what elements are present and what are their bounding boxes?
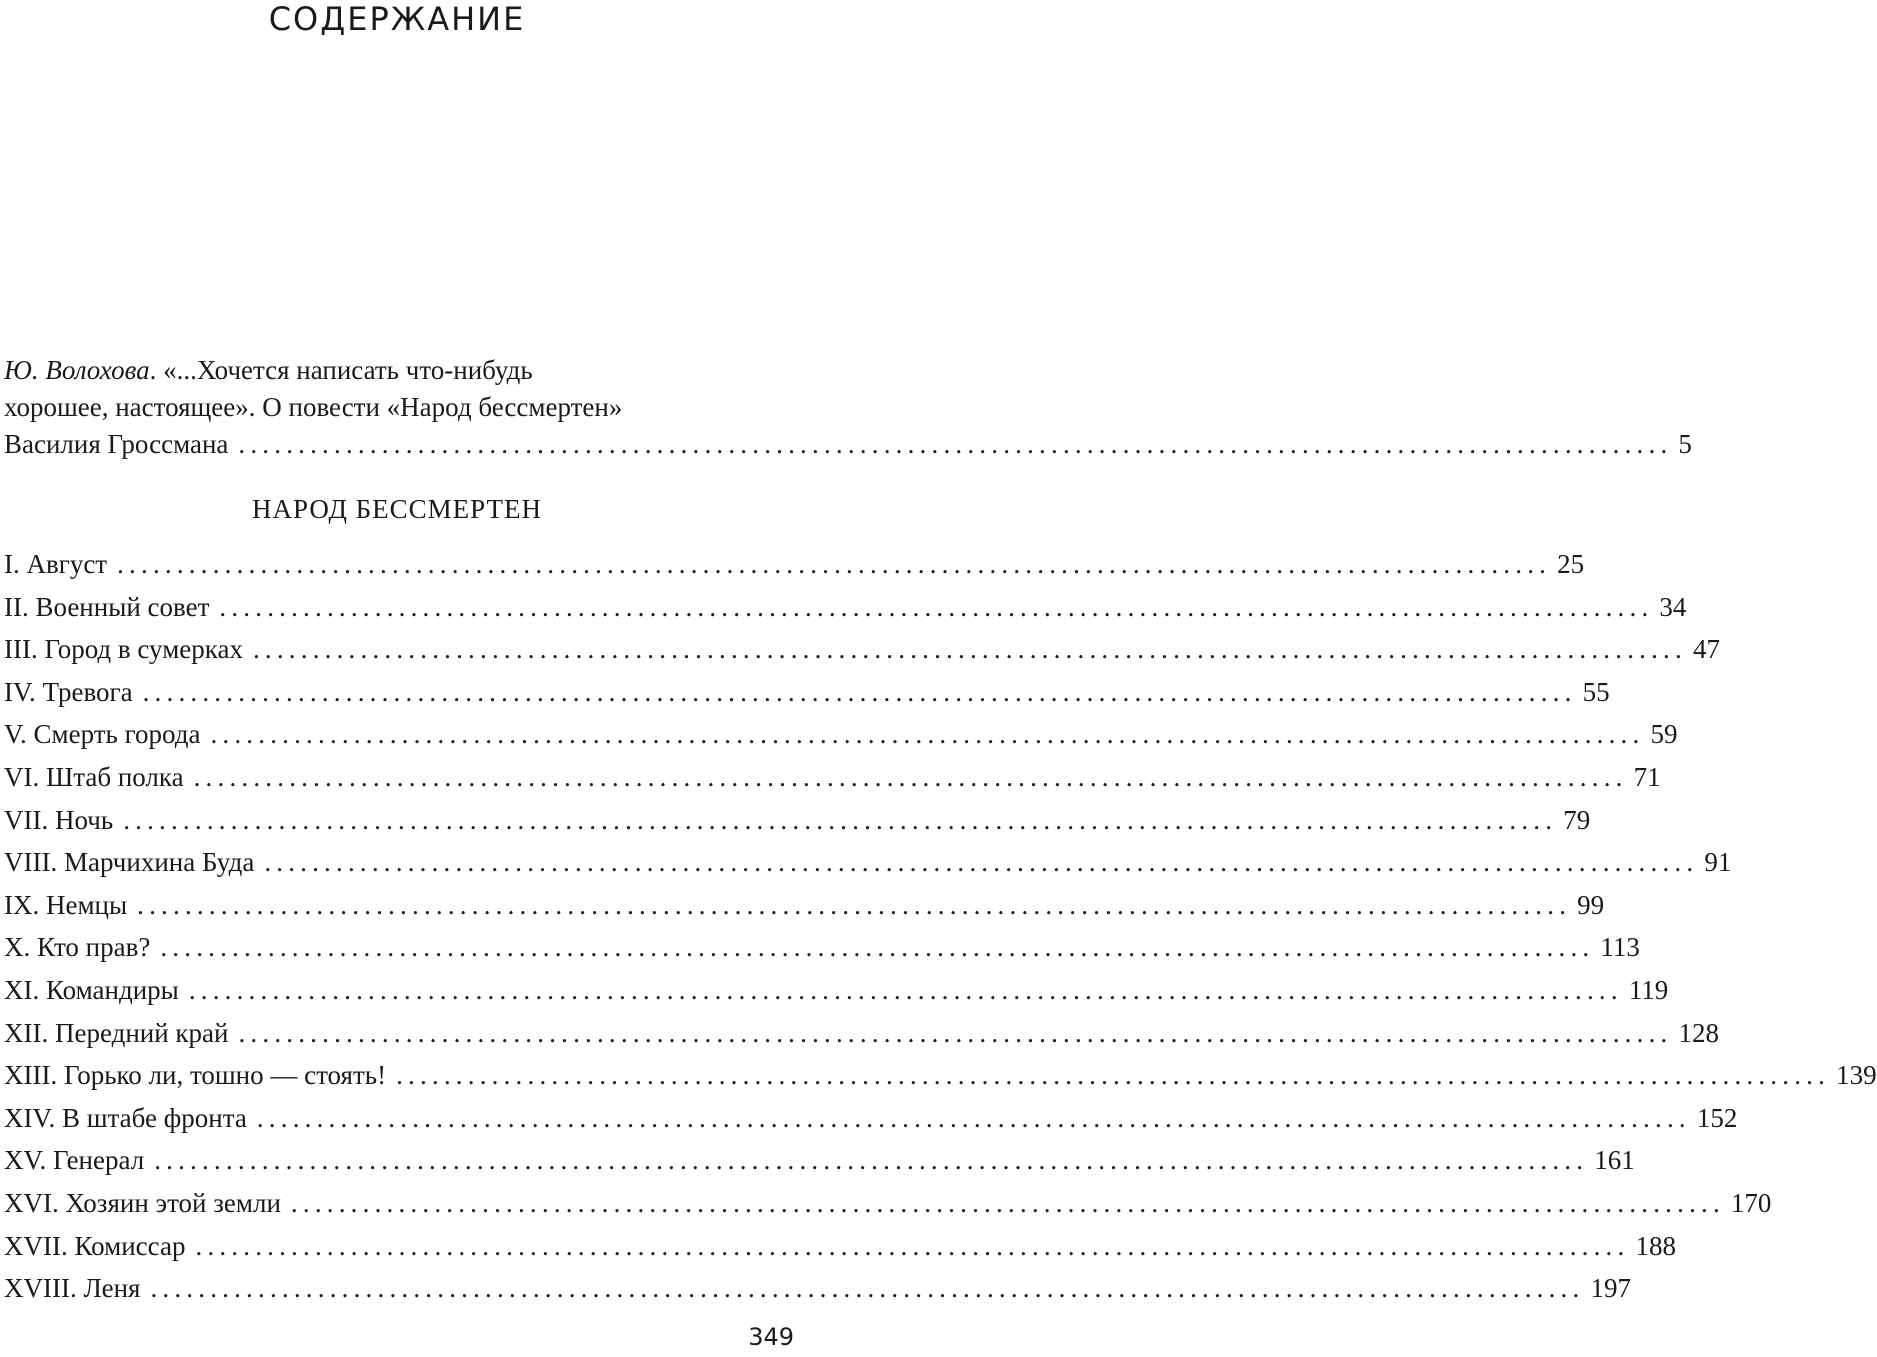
chapter-page-number: 55 (1582, 676, 1610, 707)
intro-page-number: 5 (1678, 429, 1692, 459)
section-title: НАРОД БЕССМЕРТЕН (251, 494, 542, 524)
intro-title-start: . «...Хочется написать что-нибудь (149, 355, 533, 385)
chapter-page-number: 47 (1692, 634, 1720, 665)
chapter-title: XIII. Горько ли, тошно — стоять! (4, 1060, 387, 1091)
toc-entry (4, 1139, 1635, 1182)
dot-leader: ........................................................................................................................ (238, 429, 1673, 459)
toc-entry (4, 1267, 1631, 1310)
intro-author: Ю. Волохова (4, 355, 150, 385)
toc-entry (4, 713, 1678, 756)
dot-leader: ........................................................................................................................ (137, 889, 1572, 920)
chapter-title: X. Кто прав? (4, 932, 151, 963)
chapter-page-number: 139 (1836, 1060, 1877, 1091)
toc-entry (4, 799, 1591, 842)
toc-entry (4, 756, 1661, 799)
chapter-page-number: 152 (1696, 1102, 1738, 1133)
chapter-page-number: 71 (1633, 761, 1661, 792)
chapter-list (4, 543, 1877, 1310)
toc-entry (4, 628, 1720, 671)
toc-entry (4, 969, 1669, 1012)
intro-entry (4, 352, 1692, 463)
dot-leader: ........................................................................................................................ (154, 1145, 1589, 1176)
dot-leader: ........................................................................................................................ (290, 1187, 1725, 1218)
chapter-page-number: 170 (1730, 1187, 1772, 1218)
intro-line-3 (4, 426, 1692, 463)
chapter-title: II. Военный совет (4, 591, 210, 622)
dot-leader: ........................................................................................................................ (396, 1060, 1831, 1091)
dot-leader: ........................................................................................................................ (264, 847, 1699, 878)
chapter-page-number: 161 (1594, 1145, 1635, 1176)
chapter-page-number: 188 (1635, 1230, 1676, 1261)
page-title: СОДЕРЖАНИЕ (268, 0, 526, 38)
dot-leader: ........................................................................................................................ (142, 676, 1577, 707)
toc-entry (4, 884, 1605, 927)
dot-leader: ........................................................................................................................ (256, 1102, 1691, 1133)
dot-leader: ........................................................................................................................ (117, 549, 1552, 579)
dot-leader: ........................................................................................................................ (123, 804, 1558, 835)
chapter-page-number: 59 (1650, 719, 1678, 750)
page-number: 349 (748, 1323, 794, 1351)
intro-title-end: Василия Гроссмана (4, 429, 229, 459)
chapter-title: XVII. Комиссар (4, 1230, 186, 1261)
chapter-page-number: 34 (1659, 591, 1687, 622)
toc-entry (4, 671, 1610, 714)
dot-leader: ........................................................................................................................ (150, 1273, 1585, 1304)
dot-leader: ........................................................................................................................ (193, 761, 1628, 792)
chapter-page-number: 99 (1577, 889, 1605, 920)
chapter-page-number: 79 (1563, 804, 1591, 835)
dot-leader: ........................................................................................................................ (160, 932, 1595, 963)
toc-entry (4, 586, 1687, 629)
chapter-title: VIII. Марчихина Буда (4, 847, 255, 878)
toc-entry (4, 841, 1732, 884)
chapter-title: I. Август (4, 549, 108, 579)
toc-entry (4, 1012, 1719, 1055)
dot-leader: ........................................................................................................................ (252, 634, 1687, 665)
chapter-title: III. Город в сумерках (4, 634, 243, 665)
intro-line-2: хорошее, настоящее». О повести «Народ бессмертен» (4, 392, 623, 422)
chapter-title: XV. Генерал (4, 1145, 145, 1176)
toc-entry (4, 1225, 1676, 1268)
dot-leader: ........................................................................................................................ (195, 1230, 1630, 1261)
dot-leader: ........................................................................................................................ (238, 1017, 1673, 1048)
toc-entry (4, 1182, 1772, 1225)
dot-leader: ........................................................................................................................ (188, 974, 1623, 1005)
chapter-page-number: 91 (1704, 847, 1732, 878)
chapter-title: VII. Ночь (4, 804, 114, 835)
chapter-page-number: 128 (1678, 1017, 1719, 1048)
chapter-title: XIV. В штабе фронта (4, 1102, 247, 1133)
toc-entry (4, 1054, 1877, 1097)
dot-leader: ........................................................................................................................ (219, 591, 1654, 622)
chapter-title: IV. Тревога (4, 676, 133, 707)
toc-entry (4, 543, 1585, 586)
intro-line-1 (4, 352, 794, 389)
chapter-title: XI. Командиры (4, 974, 179, 1005)
chapter-page-number: 113 (1600, 932, 1640, 963)
chapter-title: IX. Немцы (4, 889, 128, 920)
toc-entry (4, 1097, 1738, 1140)
chapter-title: XVIII. Леня (4, 1273, 141, 1304)
chapter-title: XVI. Хозяин этой земли (4, 1187, 281, 1218)
dot-leader: ........................................................................................................................ (210, 719, 1645, 750)
chapter-title: VI. Штаб полка (4, 761, 184, 792)
chapter-title: XII. Передний край (4, 1017, 229, 1048)
chapter-page-number: 25 (1557, 549, 1585, 579)
chapter-page-number: 119 (1628, 974, 1669, 1005)
toc-entry (4, 926, 1640, 969)
chapter-title: V. Смерть города (4, 719, 201, 750)
chapter-page-number: 197 (1590, 1273, 1631, 1304)
